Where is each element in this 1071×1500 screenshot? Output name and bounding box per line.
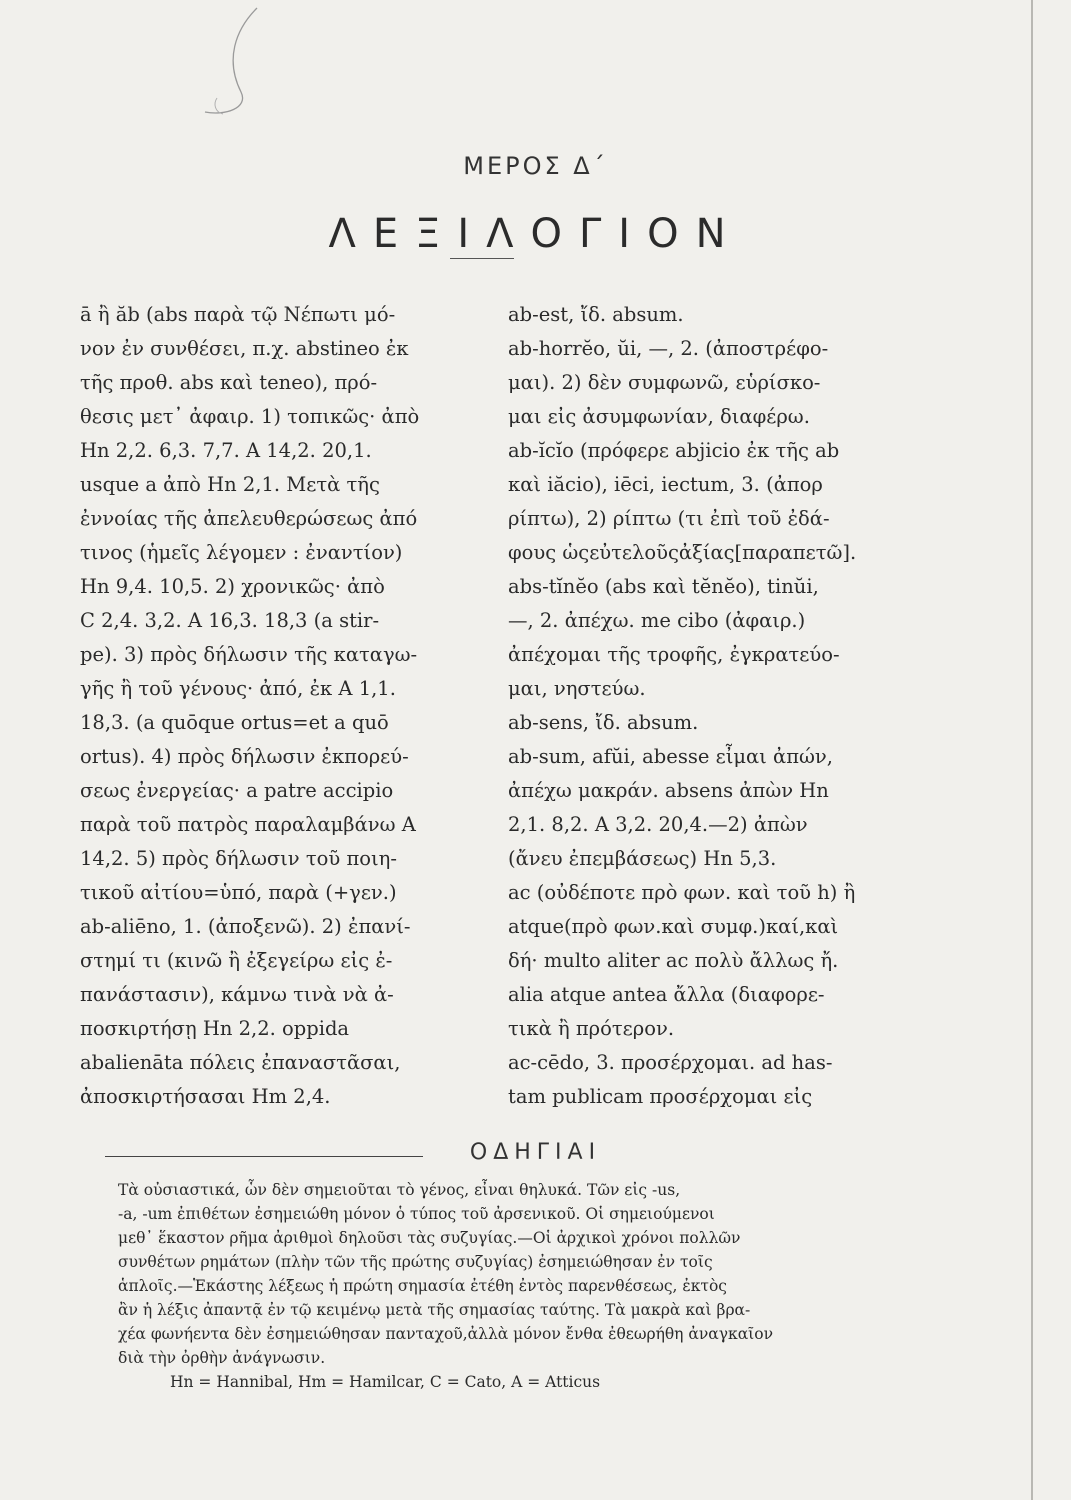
notes-section xyxy=(118,1178,938,1394)
text-line: τικοῦ αἰτίου=ὑπό, παρὰ (+γεν.) xyxy=(80,881,397,904)
text-line: ab-sum, afŭi, abesse εἶμαι ἀπών, xyxy=(508,745,833,768)
text-line: συνθέτων ρημάτων (πλὴν τῶν τῆς πρώτης συζυγίας) ἐσημειώθησαν ἐν τοῖς xyxy=(118,1253,713,1271)
text-line: σεως ἐνεργείας· a patre accipio xyxy=(80,779,394,802)
text-line: πανάστασιν), κάμνω τινὰ νὰ ἀ- xyxy=(80,983,394,1006)
text-line: τινος (ἡμεῖς λέγομεν : ἐναντίον) xyxy=(80,541,403,564)
text-line: δή· multo aliter ac πολὺ ἄλλως ἤ. xyxy=(508,949,839,972)
text-line: abalienāta πόλεις ἐπαναστᾶσαι, xyxy=(80,1051,401,1074)
text-line: ab-sens, ἴδ. absum. xyxy=(508,711,699,734)
text-line: διὰ τὴν ὀρθὴν ἀνάγνωσιν. xyxy=(118,1349,326,1367)
text-line: ἀπέχομαι τῆς τροφῆς, ἐγκρατεύο- xyxy=(508,643,840,666)
text-line: ac (οὐδέποτε πρὸ φων. καὶ τοῦ h) ἢ xyxy=(508,881,856,904)
text-line: usque a ἀπὸ Hn 2,1. Μετὰ τῆς xyxy=(80,473,380,496)
text-line: abs-tĭnĕo (abs καὶ tĕnĕo), tinŭi, xyxy=(508,575,819,598)
text-line: φους ὡςεὐτελοῦςἀξίας[παραπετῶ]. xyxy=(508,541,857,564)
text-line: ab-aliēno, 1. (ἀποξενῶ). 2) ἐπανί- xyxy=(80,915,411,938)
text-line: (ἄνευ ἐπεμβάσεως) Hn 5,3. xyxy=(508,847,777,870)
text-line: παρὰ τοῦ πατρὸς παραλαμβάνω A xyxy=(80,813,416,836)
part-label: ΜΕΡΟΣ Δ΄ xyxy=(463,152,608,180)
left-column xyxy=(80,298,492,1114)
text-line: 2,1. 8,2. A 3,2. 20,4.—2) ἀπὼν xyxy=(508,813,808,836)
text-line: ab-ĭcĭo (πρόφερε abjicio ἐκ τῆς ab xyxy=(508,439,840,462)
text-line: ἀπέχω μακράν. absens ἀπὼν Hn xyxy=(508,779,829,802)
text-line: τικὰ ἢ πρότερον. xyxy=(508,1017,675,1040)
text-line: Hn 2,2. 6,3. 7,7. A 14,2. 20,1. xyxy=(80,439,372,462)
text-line: ortus). 4) πρὸς δήλωσιν ἐκπορεύ- xyxy=(80,745,409,768)
text-line: C 2,4. 3,2. A 16,3. 18,3 (a stir- xyxy=(80,609,380,632)
text-line: alia atque antea ἄλλα (διαφορε- xyxy=(508,983,825,1006)
text-line: στημί τι (κινῶ ἢ ἐξεγείρω εἰς ἐ- xyxy=(80,949,393,972)
text-line: ἀποσκιρτήσασαι Hm 2,4. xyxy=(80,1085,331,1108)
text-line: καὶ iăcio), iēci, iectum, 3. (ἀπορ xyxy=(508,473,823,496)
text-line: χέα φωνήεντα δὲν ἐσημειώθησαν πανταχοῦ,ἀλλὰ μόνον ἔνθα ἐθεωρήθη ἀναγκαῖον xyxy=(118,1325,774,1343)
text-line: ποσκιρτήσῃ Hn 2,2. oppida xyxy=(80,1017,350,1040)
text-line: μαι). 2) δὲν συμφωνῶ, εὑρίσκο- xyxy=(508,371,821,394)
text-line: ρίπτω), 2) ρίπτω (τι ἐπὶ τοῦ ἐδά- xyxy=(508,507,830,530)
text-line: Hn 9,4. 10,5. 2) χρονικῶς· ἀπὸ xyxy=(80,575,385,598)
text-line: μαι, νηστεύω. xyxy=(508,677,646,700)
text-line: 14,2. 5) πρὸς δήλωσιν τοῦ ποιη- xyxy=(80,847,397,870)
text-line: ā ἢ ăb (abs παρὰ τῷ Νέπωτι μό- xyxy=(80,303,396,326)
text-line: -a, -um ἐπιθέτων ἐσημειώθη μόνον ὁ τύπος τοῦ ἀρσενικοῦ. Οἱ σημειούμενοι xyxy=(118,1205,715,1223)
text-line: μαι εἰς ἀσυμφωνίαν, διαφέρω. xyxy=(508,405,810,428)
text-line: τῆς προθ. abs καὶ teneo), πρό- xyxy=(80,371,378,394)
text-line: ab-horrĕo, ŭi, —, 2. (ἀποστρέφο- xyxy=(508,337,829,360)
notes-text xyxy=(118,1178,938,1370)
pencil-scribble-mark xyxy=(195,0,275,150)
abbreviations-line: Hn = Hannibal, Hm = Hamilcar, C = Cato, A = Atticus xyxy=(170,1373,601,1391)
title-divider xyxy=(450,258,514,259)
text-line: γῆς ἢ τοῦ γένους· ἀπό, ἐκ A 1,1. xyxy=(80,677,396,700)
text-line: ac-cēdo, 3. προσέρχομαι. ad has- xyxy=(508,1051,833,1074)
text-line: atque(πρὸ φων.καὶ συμφ.)καί,καὶ xyxy=(508,915,839,938)
text-line: 18,3. (a quōque ortus=et a quō xyxy=(80,711,389,734)
text-line: pe). 3) πρὸς δήλωσιν τῆς καταγω- xyxy=(80,643,418,666)
right-column xyxy=(508,298,932,1114)
text-line: ab-est, ἴδ. absum. xyxy=(508,303,684,326)
text-line: νον ἐν συνθέσει, π.χ. abstineo ἐκ xyxy=(80,337,409,360)
notes-heading: ΟΔΗΓΙΑΙ xyxy=(469,1140,602,1165)
text-line: —, 2. ἀπέχω. me cibo (ἀφαιρ.) xyxy=(508,609,806,632)
page-title: ΛΕΞΙΛΟΓΙΟΝ xyxy=(328,210,743,257)
text-line: ἁπλοῖς.—Ἑκάστης λέξεως ἡ πρώτη σημασία ἐτέθη ἐντὸς παρενθέσεως, ἐκτὸς xyxy=(118,1277,727,1295)
text-line: ἂν ἡ λέξις ἀπαντᾷ ἐν τῷ κειμένῳ μετὰ τῆς σημασίας ταύτης. Τὰ μακρὰ καὶ βρα- xyxy=(118,1301,751,1319)
text-line: θεσις μετ᾽ ἀφαιρ. 1) τοπικῶς· ἀπὸ xyxy=(80,405,420,428)
text-line: Τὰ οὐσιαστικά, ὧν δὲν σημειοῦται τὸ γένος, εἶναι θηλυκά. Τῶν εἰς -us, xyxy=(118,1181,681,1199)
text-line: μεθ᾽ ἕκαστον ρῆμα ἀριθμοὶ δηλοῦσι τὰς συζυγίας.—Οἱ ἀρχικοὶ χρόνοι πολλῶν xyxy=(118,1229,741,1247)
text-line: ἐννοίας τῆς ἀπελευθερώσεως ἀπό xyxy=(80,507,418,530)
text-line: tam publicam προσέρχομαι εἰς xyxy=(508,1085,813,1108)
